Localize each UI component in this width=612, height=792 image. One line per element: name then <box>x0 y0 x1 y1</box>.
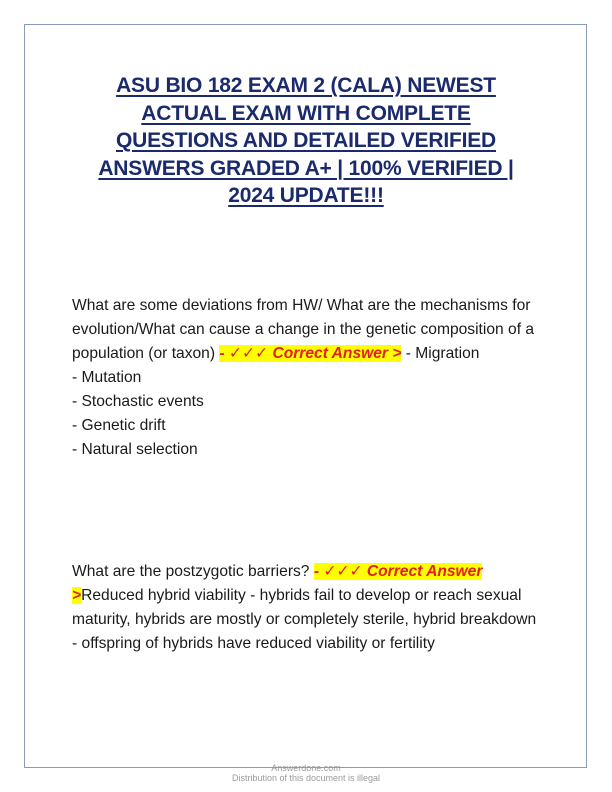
question-2-prompt: What are the postzygotic barriers? <box>72 563 310 580</box>
title-line: ACTUAL EXAM WITH COMPLETE <box>141 101 471 125</box>
document-title <box>60 72 552 210</box>
correct-answer-marker: - ✓✓✓ Correct Answer > <box>219 345 402 362</box>
question-block-1 <box>72 294 544 462</box>
answer-list-item: - Genetic drift <box>72 417 166 434</box>
question-1-prompt: What are some deviations from HW/ What are the mechanisms for evolution/What can cause a change in the genetic composition of a population (or taxon) <box>72 297 535 362</box>
title-line: ASU BIO 182 EXAM 2 (CALA) NEWEST <box>116 74 496 97</box>
footer-site: Answerdone.com <box>271 763 341 773</box>
title-line: ANSWERS GRADED A+ | 100% VERIFIED | <box>98 156 514 180</box>
question-2-text <box>72 560 544 656</box>
question-1-text <box>72 294 544 366</box>
footer-notice: Distribution of this document is illegal <box>231 773 381 783</box>
title-line: 2024 UPDATE!!! <box>228 184 384 207</box>
correct-answer-marker: - ✓✓✓ Correct Answer > <box>72 563 483 604</box>
title-line: QUESTIONS AND DETAILED VERIFIED <box>116 129 496 152</box>
answer-list-item: - Stochastic events <box>72 393 204 410</box>
answer-2-text: Reduced hybrid viability - hybrids fail to develop or reach sexual maturity, hybrids are mostly or completely sterile, hybrid breakdown - offspring of hybrids have reduced viability or fertility <box>72 587 537 652</box>
answer-list-item: - Mutation <box>72 369 142 386</box>
question-block-2 <box>72 560 544 656</box>
answer-list-item: - Natural selection <box>72 441 198 458</box>
answer-1-first: - Migration <box>405 345 480 362</box>
